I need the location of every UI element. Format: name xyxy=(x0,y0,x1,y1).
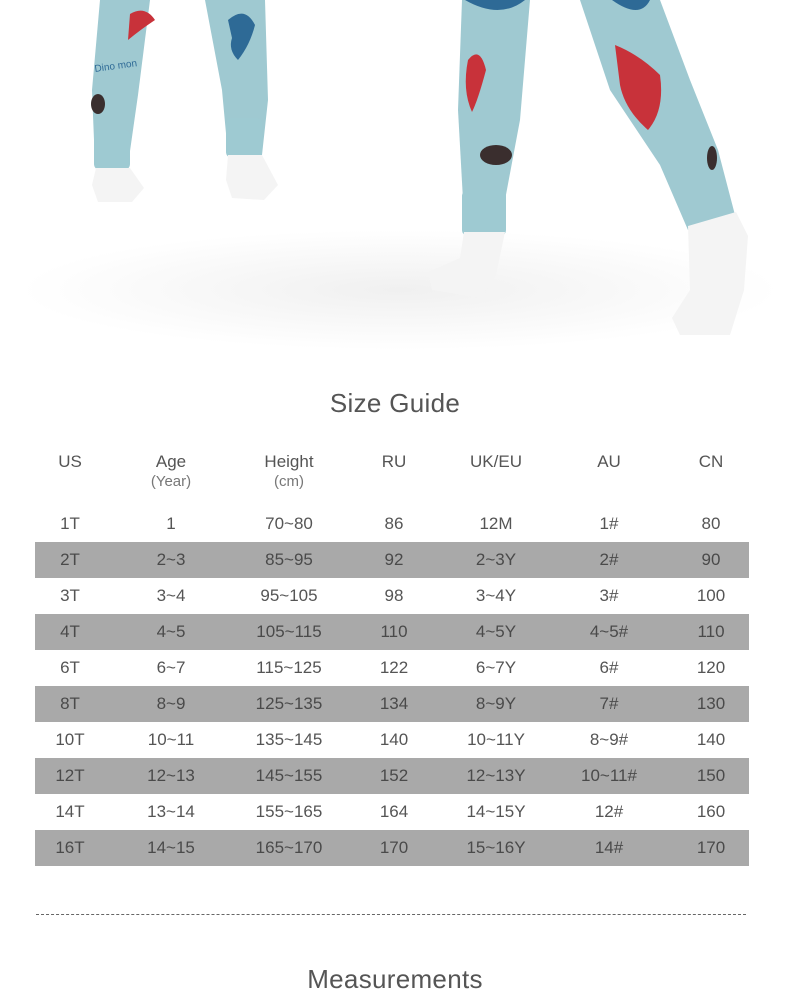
cell: 12T xyxy=(35,758,105,794)
product-photo xyxy=(0,0,790,370)
column-unit: (cm) xyxy=(274,473,304,490)
cell: 10~11# xyxy=(545,758,673,794)
cell: 85~95 xyxy=(237,542,341,578)
table-row xyxy=(35,830,749,866)
column-header-au: AU xyxy=(597,452,621,471)
cell: 10~11 xyxy=(147,730,195,749)
cell: 125~135 xyxy=(237,686,341,722)
table-row xyxy=(35,542,749,578)
cell: 12M xyxy=(479,514,513,533)
cell: 4T xyxy=(35,614,105,650)
table-row xyxy=(35,686,749,722)
cell: 2# xyxy=(545,542,673,578)
cell: 98 xyxy=(384,586,404,605)
cell: 12~13Y xyxy=(447,758,545,794)
cell: 2~3Y xyxy=(447,542,545,578)
cell: 110 xyxy=(341,614,447,650)
cell: 140 xyxy=(379,730,409,749)
cell: 14T xyxy=(55,802,85,821)
cell: 10~11Y xyxy=(467,730,525,749)
cell: 4~5 xyxy=(105,614,237,650)
cell: 1 xyxy=(166,514,176,533)
cell: 6~7Y xyxy=(475,658,517,677)
size-guide-title: Size Guide xyxy=(329,388,461,418)
cell: 152 xyxy=(341,758,447,794)
dashed-divider xyxy=(36,914,746,915)
cell: 140 xyxy=(696,730,726,749)
table-row xyxy=(35,506,749,542)
cell: 6T xyxy=(60,658,80,677)
cell: 14~15Y xyxy=(466,802,526,821)
cell: 160 xyxy=(696,802,726,821)
table-row xyxy=(35,614,749,650)
cell: 70~80 xyxy=(265,514,313,533)
table-header-row xyxy=(35,452,749,506)
cell: 155~165 xyxy=(255,802,323,821)
cell: 170 xyxy=(673,830,749,866)
cell: 7# xyxy=(545,686,673,722)
cell: 8T xyxy=(35,686,105,722)
cell: 95~105 xyxy=(260,586,318,605)
cell: 3T xyxy=(60,586,80,605)
cell: 150 xyxy=(673,758,749,794)
cell: 100 xyxy=(696,586,726,605)
cell: 14# xyxy=(545,830,673,866)
cell: 14~15 xyxy=(105,830,237,866)
measurements-title: Measurements xyxy=(307,964,483,994)
cell: 13~14 xyxy=(147,802,195,821)
cell: 12~13 xyxy=(105,758,237,794)
cell: 145~155 xyxy=(237,758,341,794)
cell: 164 xyxy=(379,802,409,821)
cell: 3~4 xyxy=(156,586,186,605)
cell: 122 xyxy=(379,658,409,677)
cell: 4~5Y xyxy=(447,614,545,650)
cell: 10T xyxy=(55,730,85,749)
cell: 16T xyxy=(35,830,105,866)
print-text: Dino mon xyxy=(93,58,138,75)
cell: 110 xyxy=(673,614,749,650)
column-header-ru: RU xyxy=(381,452,407,471)
cell: 80 xyxy=(701,514,721,533)
cell: 1# xyxy=(599,514,619,533)
table-row xyxy=(35,758,749,794)
column-header-height: Height (cm) xyxy=(237,452,341,506)
cell: 170 xyxy=(341,830,447,866)
column-unit: (Year) xyxy=(150,473,192,490)
table-row xyxy=(35,578,749,614)
cell: 120 xyxy=(696,658,726,677)
cell: 8~9 xyxy=(105,686,237,722)
cell: 1T xyxy=(60,514,80,533)
cell: 8~9Y xyxy=(447,686,545,722)
cell: 8~9# xyxy=(589,730,629,749)
cell: 135~145 xyxy=(255,730,323,749)
cell: 165~170 xyxy=(237,830,341,866)
cell: 6# xyxy=(599,658,619,677)
cell: 6~7 xyxy=(156,658,186,677)
table-row xyxy=(35,650,749,686)
column-header-uk-eu: UK/EU xyxy=(470,452,522,471)
cell: 92 xyxy=(341,542,447,578)
cell: 3~4Y xyxy=(475,586,517,605)
column-header-us: US xyxy=(58,452,82,471)
cell: 4~5# xyxy=(545,614,673,650)
cell: 115~125 xyxy=(256,658,322,677)
cell: 105~115 xyxy=(237,614,341,650)
table-row xyxy=(35,794,749,830)
size-table xyxy=(35,452,749,866)
cell: 90 xyxy=(673,542,749,578)
cell: 12# xyxy=(594,802,624,821)
cell: 130 xyxy=(673,686,749,722)
table-row xyxy=(35,722,749,758)
cell: 2~3 xyxy=(105,542,237,578)
cell: 15~16Y xyxy=(447,830,545,866)
column-header-cn: CN xyxy=(698,452,724,471)
column-header-age: Age (Year) xyxy=(105,452,237,506)
cell: 134 xyxy=(341,686,447,722)
cell: 86 xyxy=(384,514,404,533)
cell: 2T xyxy=(35,542,105,578)
cell: 3# xyxy=(599,586,619,605)
